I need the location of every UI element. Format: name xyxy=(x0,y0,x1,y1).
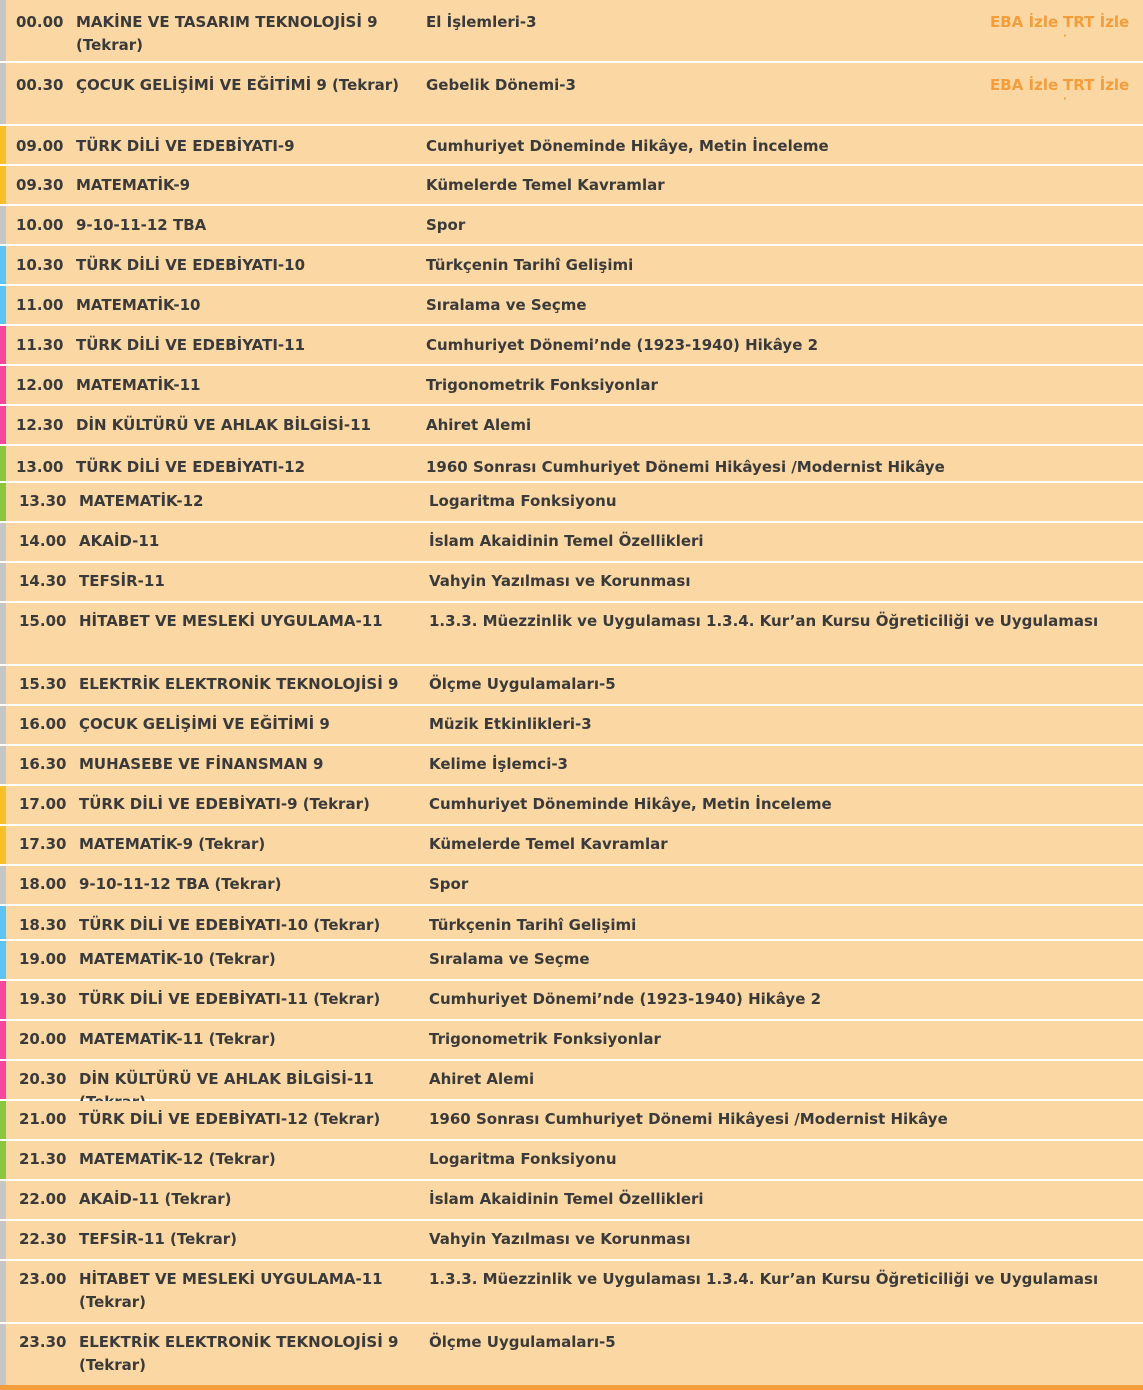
program-cell: MATEMATİK-9 (Tekrar) xyxy=(79,835,266,853)
topic-cell: Gebelik Dönemi-3 xyxy=(426,76,576,94)
table-row xyxy=(0,126,1143,166)
topic-cell: Ölçme Uygulamaları-5 xyxy=(429,1333,616,1351)
program-cell: HİTABET VE MESLEKİ UYGULAMA-11 (Tekrar) xyxy=(79,1270,383,1311)
time-cell: 11.00 xyxy=(16,296,64,314)
table-row xyxy=(0,866,1143,906)
category-color-bar xyxy=(0,866,6,904)
program-cell: AKAİD-11 xyxy=(79,532,160,550)
table-row xyxy=(0,1101,1143,1141)
bullet-dot-icon: · xyxy=(1063,94,1067,105)
table-row xyxy=(0,366,1143,406)
table-row xyxy=(0,1324,1143,1387)
time-cell: 17.30 xyxy=(19,835,67,853)
topic-cell: Ahiret Alemi xyxy=(429,1070,535,1088)
time-cell: 15.00 xyxy=(19,612,67,630)
table-row xyxy=(0,406,1143,446)
category-color-bar xyxy=(0,1021,6,1059)
program-cell: ELEKTRİK ELEKTRONİK TEKNOLOJİSİ 9 (Tekrar) xyxy=(79,1333,399,1374)
table-row xyxy=(0,786,1143,826)
category-color-bar xyxy=(0,446,6,481)
topic-cell: Cumhuriyet Döneminde Hikâye, Metin İnceleme xyxy=(426,137,829,155)
table-row xyxy=(0,1221,1143,1261)
topic-cell: Vahyin Yazılması ve Korunması xyxy=(429,572,691,590)
topic-cell: Trigonometrik Fonksiyonlar xyxy=(426,376,658,394)
program-cell: TEFSİR-11 (Tekrar) xyxy=(79,1230,237,1248)
time-cell: 22.00 xyxy=(19,1190,67,1208)
time-cell: 15.30 xyxy=(19,675,67,693)
time-cell: 20.30 xyxy=(19,1070,67,1088)
topic-cell: 1.3.3. Müezzinlik ve Uygulaması 1.3.4. Kur’an Kursu Öğreticiliği ve Uygulaması xyxy=(429,1270,1099,1288)
program-cell: MATEMATİK-12 xyxy=(79,492,204,510)
table-row xyxy=(0,1061,1143,1101)
topic-cell: Kümelerde Temel Kavramlar xyxy=(426,176,665,194)
category-color-bar xyxy=(0,1221,6,1259)
topic-cell: 1960 Sonrası Cumhuriyet Dönemi Hikâyesi /Modernist Hikâye xyxy=(429,1110,948,1128)
category-color-bar xyxy=(0,941,6,979)
program-cell: TEFSİR-11 xyxy=(79,572,165,590)
time-cell: 00.30 xyxy=(16,76,64,94)
table-row xyxy=(0,206,1143,246)
topic-cell: El İşlemleri-3 xyxy=(426,13,537,31)
category-color-bar xyxy=(0,1061,6,1099)
category-color-bar xyxy=(0,563,6,601)
table-row xyxy=(0,286,1143,326)
time-cell: 19.30 xyxy=(19,990,67,1008)
category-color-bar xyxy=(0,246,6,284)
category-color-bar xyxy=(0,603,6,664)
table-row xyxy=(0,746,1143,786)
table-row xyxy=(0,603,1143,666)
table-row xyxy=(0,981,1143,1021)
program-cell: 9-10-11-12 TBA xyxy=(76,216,207,234)
program-cell: MATEMATİK-12 (Tekrar) xyxy=(79,1150,276,1168)
table-row xyxy=(0,446,1143,483)
category-color-bar xyxy=(0,666,6,704)
category-color-bar xyxy=(0,483,6,521)
time-cell: 11.30 xyxy=(16,336,64,354)
topic-cell: İslam Akaidinin Temel Özellikleri xyxy=(429,532,704,550)
category-color-bar xyxy=(0,126,6,164)
topic-cell: Ölçme Uygulamaları-5 xyxy=(429,675,616,693)
trt-watch-label[interactable]: TRT İzle xyxy=(1063,13,1130,31)
time-cell: 20.00 xyxy=(19,1030,67,1048)
category-color-bar xyxy=(0,406,6,444)
category-color-bar xyxy=(0,326,6,364)
time-cell: 17.00 xyxy=(19,795,67,813)
topic-cell: Logaritma Fonksiyonu xyxy=(429,1150,617,1168)
category-color-bar xyxy=(0,906,6,939)
table-row xyxy=(0,706,1143,746)
program-cell: MATEMATİK-11 xyxy=(76,376,201,394)
eba-watch-link[interactable]: EBA İzle xyxy=(990,13,1059,31)
time-cell: 18.30 xyxy=(19,916,67,934)
topic-cell: Vahyin Yazılması ve Korunması xyxy=(429,1230,691,1248)
program-cell: TÜRK DİLİ VE EDEBİYATI-11 xyxy=(76,336,306,354)
topic-cell: Spor xyxy=(429,875,469,893)
program-cell: ÇOCUK GELİŞİMİ VE EĞİTİMİ 9 xyxy=(79,715,330,733)
program-cell: ÇOCUK GELİŞİMİ VE EĞİTİMİ 9 (Tekrar) xyxy=(76,76,400,94)
topic-cell: İslam Akaidinin Temel Özellikleri xyxy=(429,1190,704,1208)
topic-cell: 1960 Sonrası Cumhuriyet Dönemi Hikâyesi /Modernist Hikâye xyxy=(426,458,945,476)
table-row xyxy=(0,1021,1143,1061)
program-cell: TÜRK DİLİ VE EDEBİYATI-12 (Tekrar) xyxy=(79,1110,381,1128)
table-row xyxy=(0,906,1143,941)
bottom-accent-bar xyxy=(0,1385,1143,1390)
time-cell: 14.30 xyxy=(19,572,67,590)
time-cell: 16.30 xyxy=(19,755,67,773)
time-cell: 21.00 xyxy=(19,1110,67,1128)
program-cell: ELEKTRİK ELEKTRONİK TEKNOLOJİSİ 9 xyxy=(79,675,399,693)
time-cell: 09.30 xyxy=(16,176,64,194)
program-cell: TÜRK DİLİ VE EDEBİYATI-9 (Tekrar) xyxy=(79,795,370,813)
category-color-bar xyxy=(0,206,6,244)
table-row xyxy=(0,1141,1143,1181)
time-cell: 13.30 xyxy=(19,492,67,510)
category-color-bar xyxy=(0,981,6,1019)
program-cell: DİN KÜLTÜRÜ VE AHLAK BİLGİSİ-11 xyxy=(76,416,371,434)
trt-watch-label[interactable]: TRT İzle xyxy=(1063,76,1130,94)
time-cell: 12.00 xyxy=(16,376,64,394)
topic-cell: Spor xyxy=(426,216,466,234)
table-row xyxy=(0,63,1143,126)
program-cell: MUHASEBE VE FİNANSMAN 9 xyxy=(79,755,324,773)
category-color-bar xyxy=(0,166,6,204)
program-cell: 9-10-11-12 TBA (Tekrar) xyxy=(79,875,282,893)
time-cell: 18.00 xyxy=(19,875,67,893)
topic-cell: Cumhuriyet Dönemi’nde (1923-1940) Hikâye 2 xyxy=(429,990,822,1008)
topic-cell: Türkçenin Tarihî Gelişimi xyxy=(429,916,637,934)
time-cell: 16.00 xyxy=(19,715,67,733)
table-row xyxy=(0,246,1143,286)
table-row xyxy=(0,1181,1143,1221)
table-row xyxy=(0,563,1143,603)
program-cell: MATEMATİK-10 (Tekrar) xyxy=(79,950,276,968)
time-cell: 00.00 xyxy=(16,13,64,31)
topic-cell: Trigonometrik Fonksiyonlar xyxy=(429,1030,661,1048)
topic-cell: Cumhuriyet Döneminde Hikâye, Metin İnceleme xyxy=(429,795,832,813)
program-cell: TÜRK DİLİ VE EDEBİYATI-10 (Tekrar) xyxy=(79,916,381,934)
table-row xyxy=(0,166,1143,206)
topic-cell: Ahiret Alemi xyxy=(426,416,532,434)
topic-cell: Kelime İşlemci-3 xyxy=(429,755,568,773)
category-color-bar xyxy=(0,366,6,404)
time-cell: 23.00 xyxy=(19,1270,67,1288)
table-row xyxy=(0,326,1143,366)
time-cell: 21.30 xyxy=(19,1150,67,1168)
program-cell: TÜRK DİLİ VE EDEBİYATI-10 xyxy=(76,256,306,274)
program-cell: MATEMATİK-10 xyxy=(76,296,201,314)
trt-watch-link[interactable] xyxy=(1063,11,1143,40)
eba-watch-link[interactable]: EBA İzle xyxy=(990,76,1059,94)
table-row xyxy=(0,0,1143,63)
table-row xyxy=(0,483,1143,523)
category-color-bar xyxy=(0,1141,6,1179)
time-cell: 14.00 xyxy=(19,532,67,550)
time-cell: 12.30 xyxy=(16,416,64,434)
program-cell: MAKİNE VE TASARIM TEKNOLOJİSİ 9 (Tekrar) xyxy=(76,13,378,54)
time-cell: 09.00 xyxy=(16,137,64,155)
topic-cell: Sıralama ve Seçme xyxy=(426,296,587,314)
time-cell: 22.30 xyxy=(19,1230,67,1248)
category-color-bar xyxy=(0,523,6,561)
category-color-bar xyxy=(0,706,6,744)
category-color-bar xyxy=(0,63,6,124)
category-color-bar xyxy=(0,0,6,61)
table-row xyxy=(0,523,1143,563)
category-color-bar xyxy=(0,1324,6,1385)
category-color-bar xyxy=(0,746,6,784)
table-row xyxy=(0,666,1143,706)
program-cell: AKAİD-11 (Tekrar) xyxy=(79,1190,232,1208)
program-cell: MATEMATİK-9 xyxy=(76,176,191,194)
category-color-bar xyxy=(0,1181,6,1219)
table-row xyxy=(0,941,1143,981)
topic-cell: 1.3.3. Müezzinlik ve Uygulaması 1.3.4. Kur’an Kursu Öğreticiliği ve Uygulaması xyxy=(429,612,1099,630)
topic-cell: Türkçenin Tarihî Gelişimi xyxy=(426,256,634,274)
time-cell: 23.30 xyxy=(19,1333,67,1351)
table-row xyxy=(0,826,1143,866)
program-cell: DİN KÜLTÜRÜ VE AHLAK BİLGİSİ-11 xyxy=(79,1070,374,1088)
category-color-bar xyxy=(0,286,6,324)
bullet-dot-icon: · xyxy=(1063,31,1067,42)
time-cell: 10.30 xyxy=(16,256,64,274)
program-cell: TÜRK DİLİ VE EDEBİYATI-9 xyxy=(76,137,295,155)
category-color-bar xyxy=(0,826,6,864)
program-cell: TÜRK DİLİ VE EDEBİYATI-12 xyxy=(76,458,306,476)
program-cell: MATEMATİK-11 (Tekrar) xyxy=(79,1030,276,1048)
category-color-bar xyxy=(0,1101,6,1139)
category-color-bar xyxy=(0,786,6,824)
topic-cell: Müzik Etkinlikleri-3 xyxy=(429,715,592,733)
trt-watch-link[interactable] xyxy=(1063,74,1143,103)
table-row xyxy=(0,1261,1143,1324)
topic-cell: Cumhuriyet Dönemi’nde (1923-1940) Hikâye 2 xyxy=(426,336,819,354)
program-cell: TÜRK DİLİ VE EDEBİYATI-11 (Tekrar) xyxy=(79,990,381,1008)
time-cell: 10.00 xyxy=(16,216,64,234)
time-cell: 19.00 xyxy=(19,950,67,968)
topic-cell: Logaritma Fonksiyonu xyxy=(429,492,617,510)
topic-cell: Sıralama ve Seçme xyxy=(429,950,590,968)
time-cell: 13.00 xyxy=(16,458,64,476)
topic-cell: Kümelerde Temel Kavramlar xyxy=(429,835,668,853)
category-color-bar xyxy=(0,1261,6,1322)
program-cell: HİTABET VE MESLEKİ UYGULAMA-11 xyxy=(79,612,383,630)
